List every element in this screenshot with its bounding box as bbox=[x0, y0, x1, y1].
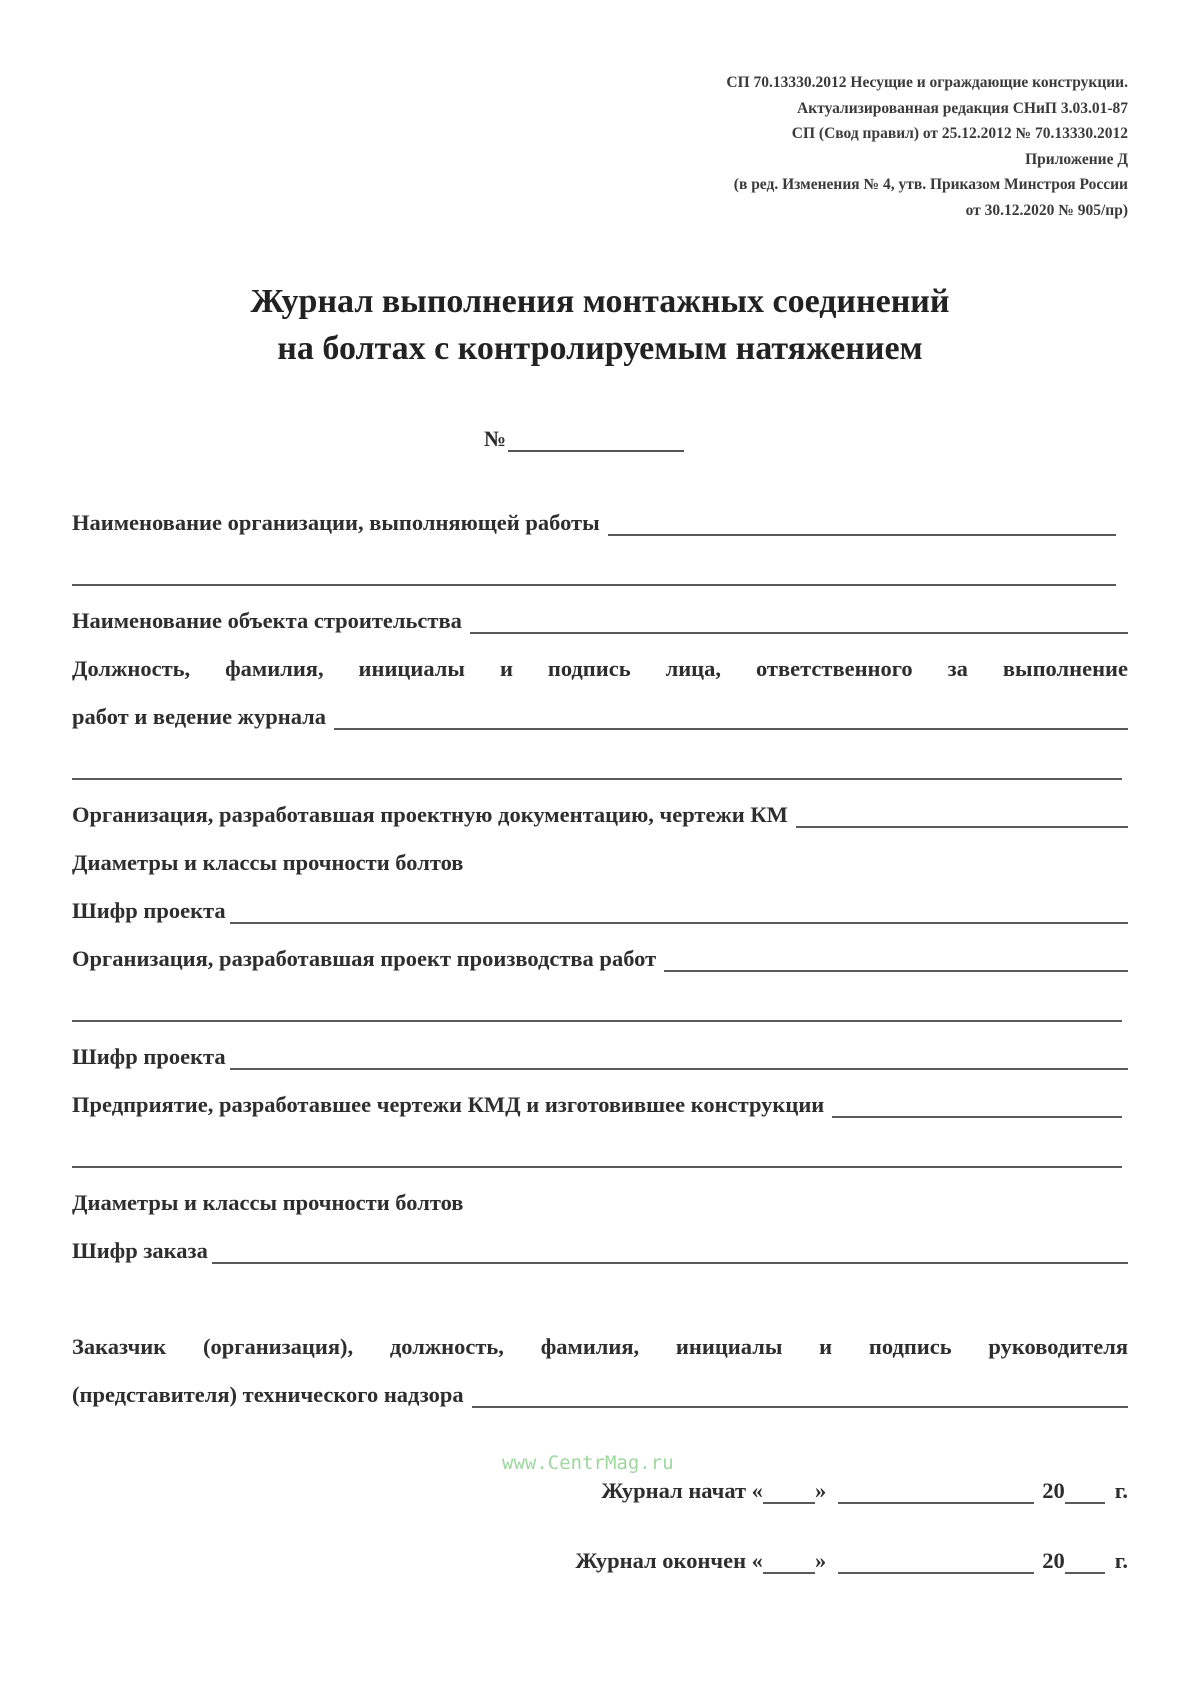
header-line: от 30.12.2020 № 905/пр) bbox=[965, 201, 1128, 219]
journal-number-field[interactable] bbox=[508, 430, 684, 452]
field-responsible-person bbox=[72, 652, 1128, 682]
ppr-org-input-line-2[interactable] bbox=[72, 998, 1122, 1022]
ended-year-input[interactable] bbox=[1065, 1550, 1105, 1574]
design-org-input[interactable] bbox=[796, 804, 1128, 828]
field-customer bbox=[72, 1330, 1128, 1360]
responsible-person-input-line-2[interactable] bbox=[72, 756, 1122, 780]
year-suffix: г. bbox=[1114, 1478, 1128, 1503]
close-quote: » bbox=[814, 1548, 827, 1573]
ended-month-input[interactable] bbox=[838, 1550, 1034, 1574]
regulation-header bbox=[568, 70, 1128, 224]
field-kmd-enterprise bbox=[72, 1088, 1128, 1118]
field-label: Диаметры и классы прочности болтов bbox=[72, 850, 464, 875]
org-performing-input-line-2[interactable] bbox=[72, 562, 1116, 586]
field-label: Организация, разработавшая проект производства работ bbox=[72, 946, 657, 971]
field-responsible-person-cont bbox=[72, 700, 1128, 730]
construction-object-input[interactable] bbox=[470, 610, 1128, 634]
journal-started-row bbox=[601, 1474, 1128, 1504]
field-order-code bbox=[72, 1234, 1128, 1264]
field-project-code-1 bbox=[72, 894, 1128, 924]
year-prefix: 20 bbox=[1042, 1548, 1065, 1573]
field-bolt-diameters-2 bbox=[72, 1186, 1128, 1216]
header-line: СП (Свод правил) от 25.12.2012 № 70.13330.2012 bbox=[791, 125, 1128, 143]
started-year-input[interactable] bbox=[1065, 1480, 1105, 1504]
kmd-enterprise-input-line-2[interactable] bbox=[72, 1144, 1122, 1168]
header-line: СП 70.13330.2012 Несущие и ограждающие конструкции. bbox=[726, 74, 1128, 91]
field-label: Диаметры и классы прочности болтов bbox=[72, 1190, 464, 1215]
field-label: (представителя) технического надзора bbox=[72, 1382, 464, 1407]
field-project-code-2 bbox=[72, 1040, 1128, 1070]
document-title bbox=[0, 278, 1200, 372]
header-line: Приложение Д bbox=[1025, 150, 1128, 168]
close-quote: » bbox=[814, 1478, 827, 1503]
ppr-org-input[interactable] bbox=[664, 948, 1128, 972]
title-line-1: Журнал выполнения монтажных соединений bbox=[250, 283, 950, 320]
customer-input[interactable] bbox=[472, 1384, 1128, 1408]
field-kmd-enterprise-cont bbox=[72, 1138, 1128, 1168]
field-label: Организация, разработавшая проектную документацию, чертежи КМ bbox=[72, 802, 788, 827]
watermark-text: www.CentrMag.ru bbox=[502, 1452, 674, 1474]
journal-started-label: Журнал начат « bbox=[601, 1478, 763, 1503]
ended-day-input[interactable] bbox=[763, 1550, 815, 1574]
field-responsible-person-extra bbox=[72, 750, 1128, 780]
field-label: Наименование объекта строительства bbox=[72, 608, 462, 633]
field-label: Шифр проекта bbox=[72, 1044, 226, 1069]
field-label: Должность, фамилия, инициалы и подпись лица, ответственного за выполнение bbox=[72, 656, 1128, 681]
field-label: Предприятие, разработавшее чертежи КМД и изготовившее конструкции bbox=[72, 1092, 825, 1117]
field-customer-cont bbox=[72, 1378, 1128, 1408]
order-code-input[interactable] bbox=[212, 1240, 1128, 1264]
kmd-enterprise-input[interactable] bbox=[832, 1094, 1122, 1118]
year-suffix: г. bbox=[1114, 1548, 1128, 1573]
project-code-2-input[interactable] bbox=[230, 1046, 1128, 1070]
field-label: Заказчик (организация), должность, фамилия, инициалы и подпись руководителя bbox=[72, 1334, 1128, 1359]
field-bolt-diameters-1 bbox=[72, 846, 1128, 876]
field-construction-object bbox=[72, 604, 1128, 634]
field-org-performing bbox=[72, 506, 1128, 536]
field-ppr-org bbox=[72, 942, 1128, 972]
journal-ended-label: Журнал окончен « bbox=[575, 1548, 763, 1573]
journal-ended-row bbox=[575, 1544, 1128, 1574]
title-line-2: на болтах с контролируемым натяжением bbox=[277, 330, 923, 367]
field-label: Шифр заказа bbox=[72, 1238, 208, 1263]
started-day-input[interactable] bbox=[763, 1480, 815, 1504]
field-org-performing-cont bbox=[72, 556, 1128, 586]
year-prefix: 20 bbox=[1042, 1478, 1065, 1503]
field-ppr-org-cont bbox=[72, 992, 1128, 1022]
number-label: № bbox=[484, 426, 507, 451]
field-label: работ и ведение журнала bbox=[72, 704, 327, 729]
org-performing-input[interactable] bbox=[608, 512, 1116, 536]
header-line: (в ред. Изменения № 4, утв. Приказом Минстроя России bbox=[733, 176, 1128, 194]
header-line: Актуализированная редакция СНиП 3.03.01-87 bbox=[797, 99, 1128, 117]
field-label: Наименование организации, выполняющей работы bbox=[72, 510, 600, 535]
journal-number bbox=[484, 426, 684, 452]
project-code-1-input[interactable] bbox=[230, 900, 1128, 924]
field-label: Шифр проекта bbox=[72, 898, 226, 923]
responsible-person-input[interactable] bbox=[334, 706, 1128, 730]
started-month-input[interactable] bbox=[838, 1480, 1034, 1504]
field-design-org bbox=[72, 798, 1128, 828]
